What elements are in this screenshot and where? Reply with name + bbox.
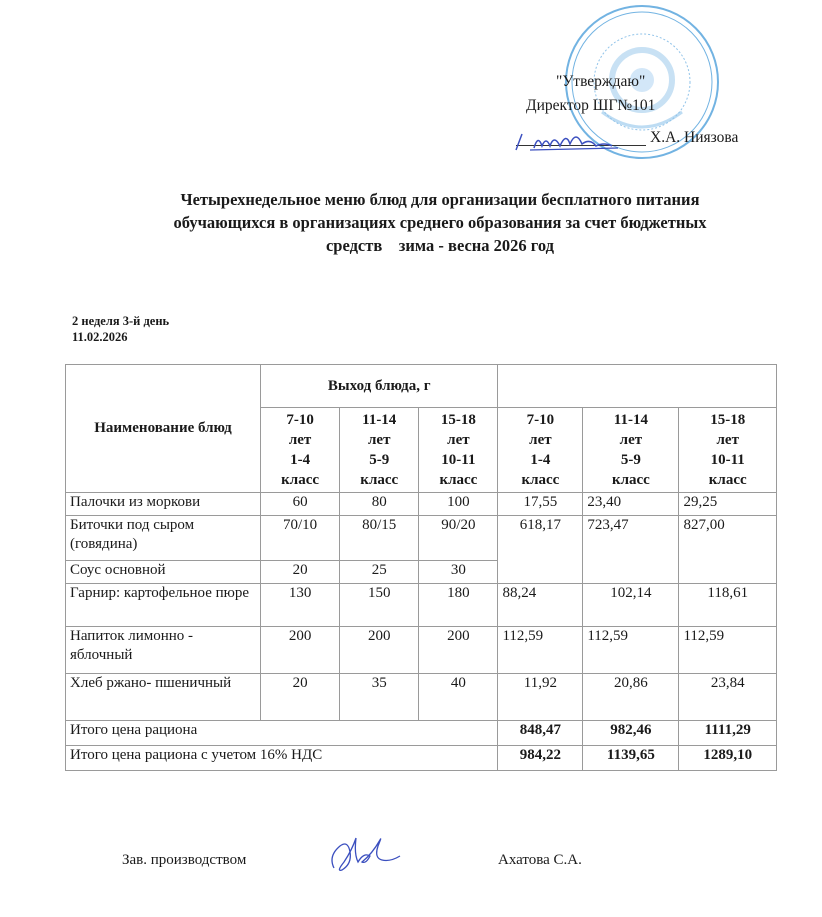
price-age-header: 11-14 лет 5-9 класс <box>583 408 679 493</box>
price-cell: 118,61 <box>679 584 777 627</box>
total-vat-value: 1289,10 <box>679 746 777 771</box>
yield-age-header: 15-18 лет 10-11 класс <box>419 408 498 493</box>
total-vat-row <box>66 746 777 771</box>
price-age-header: 15-18 лет 10-11 класс <box>679 408 777 493</box>
yield-cell: 70/10 <box>261 516 340 561</box>
total-vat-value: 984,22 <box>498 746 583 771</box>
price-cell: 29,25 <box>679 493 777 516</box>
total-value: 982,46 <box>583 721 679 746</box>
header-row-1 <box>66 365 777 408</box>
price-cell: 11,92 <box>498 674 583 721</box>
price-cell: 827,00 <box>679 516 777 584</box>
total-value: 1111,29 <box>679 721 777 746</box>
yield-cell: 25 <box>340 561 419 584</box>
day-info <box>72 313 169 345</box>
yield-cell: 20 <box>261 674 340 721</box>
approver-name: Х.А. Ниязова <box>650 129 739 146</box>
table-row <box>66 516 777 561</box>
yield-cell: 200 <box>261 627 340 674</box>
price-cell: 112,59 <box>679 627 777 674</box>
dish-name: Палочки из моркови <box>66 493 261 516</box>
approve-label: "Утверждаю" <box>556 73 646 90</box>
production-head-signature-icon <box>326 832 406 876</box>
yield-cell: 90/20 <box>419 516 498 561</box>
footer-name: Ахатова С.А. <box>498 852 582 868</box>
yield-cell: 200 <box>340 627 419 674</box>
yield-cell: 150 <box>340 584 419 627</box>
yield-cell: 40 <box>419 674 498 721</box>
table-row <box>66 674 777 721</box>
approver-position: Директор ШГ№101 <box>526 97 656 114</box>
dish-name: Хлеб ржано- пшеничный <box>66 674 261 721</box>
table-row <box>66 584 777 627</box>
title-line-1: Четырехнедельное меню блюд для организации бесплатного питания <box>180 190 700 209</box>
price-cell: 112,59 <box>498 627 583 674</box>
dish-name: Соус основной <box>66 561 261 584</box>
price-group-header <box>498 365 777 408</box>
total-vat-value: 1139,65 <box>583 746 679 771</box>
yield-cell: 100 <box>419 493 498 516</box>
price-cell: 112,59 <box>583 627 679 674</box>
yield-group-header: Выход блюда, г <box>261 365 498 408</box>
name-column-header: Наименование блюд <box>66 365 261 493</box>
price-cell: 88,24 <box>498 584 583 627</box>
footer-role: Зав. производством <box>122 852 247 868</box>
total-row <box>66 721 777 746</box>
yield-cell: 130 <box>261 584 340 627</box>
table-row <box>66 627 777 674</box>
price-cell: 618,17 <box>498 516 583 584</box>
price-cell: 17,55 <box>498 493 583 516</box>
total-label: Итого цена рациона <box>66 721 498 746</box>
dish-name: Напиток лимонно - яблочный <box>66 627 261 674</box>
price-cell: 102,14 <box>583 584 679 627</box>
title-line-2: обучающихся в организациях среднего образования за счет бюджетных <box>173 213 707 232</box>
dish-name: Гарнир: картофельное пюре <box>66 584 261 627</box>
price-cell: 23,84 <box>679 674 777 721</box>
yield-cell: 80/15 <box>340 516 419 561</box>
table-row <box>66 493 777 516</box>
price-cell: 20,86 <box>583 674 679 721</box>
price-age-header: 7-10 лет 1-4 класс <box>498 408 583 493</box>
total-vat-label: Итого цена рациона с учетом 16% НДС <box>66 746 498 771</box>
title-line-3: средств зима - весна 2026 год <box>325 236 555 255</box>
yield-age-header: 7-10 лет 1-4 класс <box>261 408 340 493</box>
menu-table <box>65 364 777 771</box>
dish-name: Биточки под сыром (говядина) <box>66 516 261 561</box>
week-day-label: 2 неделя 3-й день <box>72 314 170 328</box>
yield-cell: 30 <box>419 561 498 584</box>
yield-cell: 180 <box>419 584 498 627</box>
total-value: 848,47 <box>498 721 583 746</box>
price-cell: 23,40 <box>583 493 679 516</box>
yield-cell: 60 <box>261 493 340 516</box>
menu-date: 11.02.2026 <box>72 330 128 344</box>
yield-cell: 20 <box>261 561 340 584</box>
price-cell: 723,47 <box>583 516 679 584</box>
yield-cell: 80 <box>340 493 419 516</box>
document-title <box>100 188 780 257</box>
director-signature-icon <box>512 124 622 154</box>
yield-cell: 200 <box>419 627 498 674</box>
yield-age-header: 11-14 лет 5-9 класс <box>340 408 419 493</box>
yield-cell: 35 <box>340 674 419 721</box>
